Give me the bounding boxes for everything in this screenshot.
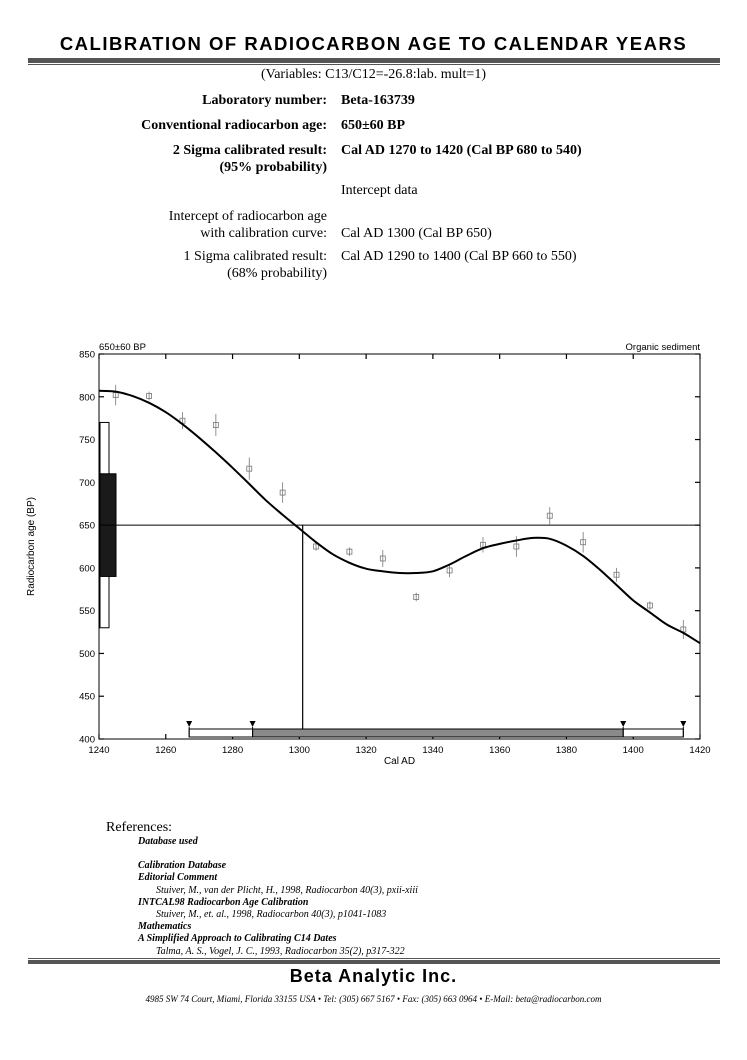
reference-gap [106, 848, 418, 860]
reference-citation: Stuiver, M., van der Plicht, H., 1998, Radiocarbon 40(3), pxii-xiii [156, 884, 418, 896]
x-tick-label: 1300 [288, 745, 310, 756]
x-tick-label: 1240 [88, 745, 110, 756]
header-rule-thin [28, 64, 720, 65]
reference-heading-line: Editorial Comment [138, 872, 218, 884]
range-marker-icon [186, 721, 192, 727]
footer-rule-thin [28, 958, 720, 959]
reference-heading-line: A Simplified Approach to Calibrating C14 Dates [138, 933, 337, 945]
y-tick-label: 850 [79, 349, 95, 361]
sigma1-row [0, 248, 747, 282]
y-tick-label: 550 [79, 606, 95, 618]
conventional-age-label: Conventional radiocarbon age: [141, 118, 327, 133]
sigma2-label: 2 Sigma calibrated result: [172, 143, 327, 158]
x-tick-label: 1340 [422, 745, 444, 756]
range-marker-icon [680, 721, 686, 727]
intercept-value: Cal AD 1300 (Cal BP 650) [341, 226, 492, 241]
y-tick-label: 700 [79, 477, 95, 489]
sigma1-calendar-bar [253, 729, 624, 737]
y-tick-label: 500 [79, 648, 95, 660]
y-tick-label: 600 [79, 563, 95, 575]
y-tick-label: 800 [79, 392, 95, 404]
intercept-row [0, 208, 747, 242]
sigma1-label: 1 Sigma calibrated result: [183, 249, 327, 264]
references-heading: References: [106, 820, 173, 835]
reference-heading-line: Database used [138, 836, 198, 847]
company-address: 4985 SW 74 Court, Miami, Florida 33155 USA • Tel: (305) 667 5167 • Fax: (305) 663 0964 • E-Mail: beta@radiocarbon.com [145, 994, 602, 1004]
company-name: Beta Analytic Inc. [289, 966, 458, 986]
conventional-age-value: 650±60 BP [341, 118, 406, 133]
range-marker-icon [620, 721, 626, 727]
plot-frame [99, 354, 700, 739]
y-tick-label: 650 [79, 520, 95, 532]
sigma2-sublabel: (95% probability) [219, 160, 327, 175]
reference-heading-line: Calibration Database [138, 860, 227, 872]
sample-type-label: Organic sediment [625, 342, 700, 353]
x-tick-label: 1260 [155, 745, 177, 756]
reference-heading-line: INTCAL98 Radiocarbon Age Calibration [138, 896, 309, 908]
reference-citation: Talma, A. S., Vogel, J. C., 1993, Radiocarbon 35(2), p317-322 [156, 945, 405, 957]
references-list [106, 836, 418, 958]
x-tick-label: 1280 [221, 745, 244, 756]
y-tick-label: 450 [79, 691, 95, 703]
sigma1-value: Cal AD 1290 to 1400 (Cal BP 660 to 550) [341, 249, 577, 264]
y-axis-label: Radiocarbon age (BP) [26, 497, 37, 596]
x-tick-label: 1400 [622, 745, 644, 756]
sigma2-row [0, 142, 747, 176]
intercept-label-1: Intercept of radiocarbon age [168, 209, 327, 224]
x-tick-label: 1360 [489, 745, 511, 756]
y-tick-label: 750 [79, 435, 95, 447]
sigma2-value: Cal AD 1270 to 1420 (Cal BP 680 to 540) [341, 143, 582, 158]
header-rule [28, 58, 720, 63]
footer-rule [28, 960, 720, 964]
intercept-label-2: with calibration curve: [200, 226, 327, 241]
variables-line: (Variables: C13/C12=-26.8:lab. mult=1) [261, 67, 486, 82]
reference-heading-line: Mathematics [138, 921, 192, 933]
x-tick-label: 1380 [555, 745, 578, 756]
x-tick-label: 1420 [689, 745, 711, 756]
sigma1-sublabel: (68% probability) [227, 266, 327, 281]
range-marker-icon [250, 721, 256, 727]
page-title: CALIBRATION OF RADIOCARBON AGE TO CALENDAR YEARS [59, 33, 688, 54]
calibration-chart [0, 330, 747, 780]
references-section [106, 820, 418, 958]
lab-number-label: Laboratory number: [202, 93, 327, 108]
calibration-curve [99, 391, 700, 643]
intercept-heading: Intercept data [341, 183, 418, 198]
x-axis-label: Cal AD [383, 756, 416, 767]
sample-age-label: 650±60 BP [99, 342, 146, 353]
y-tick-label: 400 [79, 734, 95, 746]
lab-number-value: Beta-163739 [341, 93, 415, 108]
reference-citation: Stuiver, M., et. al., 1998, Radiocarbon 40(3), p1041-1083 [156, 909, 387, 921]
x-tick-label: 1320 [355, 745, 377, 756]
